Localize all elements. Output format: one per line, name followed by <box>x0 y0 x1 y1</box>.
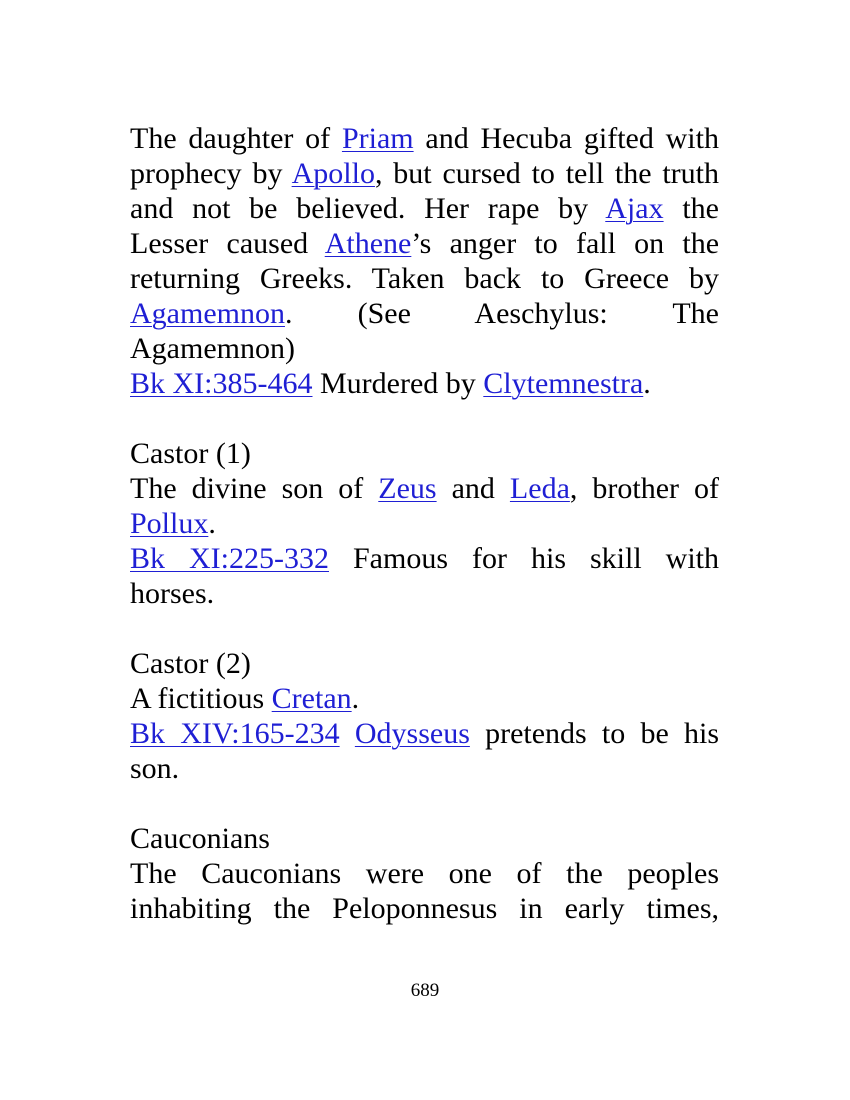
body-text: Cauconians <box>130 822 270 855</box>
glossary-entry <box>130 821 719 926</box>
body-text: Castor (2) <box>130 647 251 680</box>
text-line <box>130 226 719 261</box>
body-text: . <box>351 682 360 715</box>
body-text: prophecy by <box>130 157 292 190</box>
text-line <box>130 506 719 541</box>
body-text: Murdered by <box>312 367 484 400</box>
text-line <box>130 541 719 576</box>
body-text: inhabiting the Peloponnesus in early times, <box>130 892 719 925</box>
text-line <box>130 891 719 926</box>
cross-reference-link[interactable]: Zeus <box>378 472 437 505</box>
body-text: , but cursed to tell the truth <box>374 157 719 190</box>
text-line <box>130 471 719 506</box>
text-line <box>130 436 719 471</box>
body-text: . <box>208 507 216 540</box>
body-text: . (See Aeschylus: The <box>284 297 719 330</box>
body-text: Lesser caused <box>130 227 325 260</box>
cross-reference-link[interactable]: Leda <box>509 472 570 505</box>
body-text: Castor (1) <box>130 437 251 470</box>
page-number: 689 <box>410 980 440 1001</box>
cross-reference-link[interactable]: Bk XIV:165-234 <box>130 717 340 750</box>
body-text: , brother of <box>569 472 719 505</box>
body-text: The daughter of <box>130 122 342 155</box>
text-line <box>130 716 719 751</box>
body-text: and Hecuba gifted with <box>413 122 719 155</box>
glossary-entry <box>130 121 719 401</box>
text-line <box>130 366 719 401</box>
text-line <box>130 856 719 891</box>
cross-reference-link[interactable]: Pollux <box>130 507 209 540</box>
body-text: the <box>663 192 719 225</box>
body-text: son. <box>130 752 180 785</box>
text-line <box>130 296 719 331</box>
cross-reference-link[interactable]: Apollo <box>291 157 375 190</box>
body-text <box>340 717 355 750</box>
entry-gap <box>130 611 719 646</box>
cross-reference-link[interactable]: Bk XI:385-464 <box>130 367 313 400</box>
body-text: ’s anger to fall on the <box>411 227 720 260</box>
body-text: returning Greeks. Taken back to Greece by <box>130 262 719 295</box>
cross-reference-link[interactable]: Priam <box>341 122 414 155</box>
text-line <box>130 576 719 611</box>
body-text: pretends to be his <box>469 717 719 750</box>
text-line <box>130 331 719 366</box>
cross-reference-link[interactable]: Athene <box>324 227 412 260</box>
text-line <box>130 751 719 786</box>
body-text: The divine son of <box>130 472 379 505</box>
text-line <box>130 156 719 191</box>
body-text: Agamemnon) <box>130 332 295 365</box>
cross-reference-link[interactable]: Clytemnestra <box>483 367 644 400</box>
text-line <box>130 261 719 296</box>
body-text: and not be believed. Her rape by <box>130 192 606 225</box>
cross-reference-link[interactable]: Odysseus <box>354 717 470 750</box>
body-text: A fictitious <box>130 682 272 715</box>
text-line <box>130 646 719 681</box>
glossary-entry <box>130 436 719 611</box>
body-text: The Cauconians were one of the peoples <box>130 857 719 890</box>
cross-reference-link[interactable]: Ajax <box>605 192 664 225</box>
body-text: and <box>436 472 510 505</box>
body-text: horses. <box>130 577 215 610</box>
text-line <box>130 191 719 226</box>
text-line <box>130 121 719 156</box>
cross-reference-link[interactable]: Agamemnon <box>130 297 285 330</box>
body-text: Famous for his skill with <box>329 542 720 575</box>
entry-gap <box>130 401 719 436</box>
cross-reference-link[interactable]: Bk XI:225-332 <box>130 542 329 575</box>
document-body <box>130 121 719 926</box>
body-text: . <box>643 367 651 400</box>
glossary-entry <box>130 646 719 786</box>
text-line <box>130 821 719 856</box>
entry-gap <box>130 786 719 821</box>
cross-reference-link[interactable]: Cretan <box>271 682 352 715</box>
text-line <box>130 681 719 716</box>
